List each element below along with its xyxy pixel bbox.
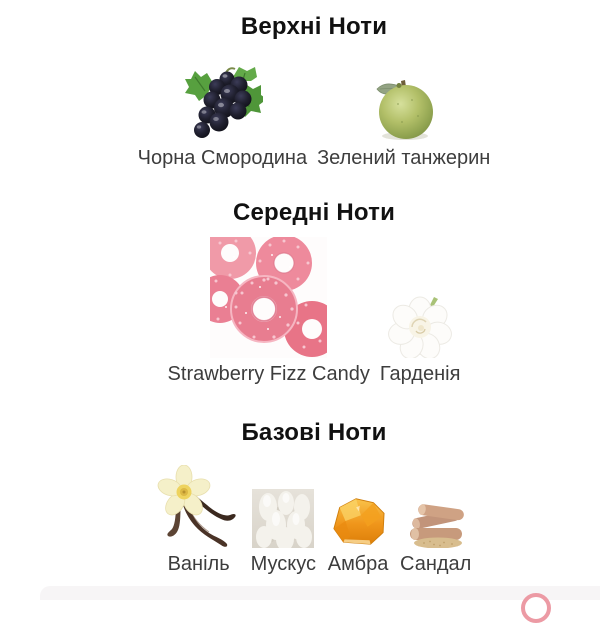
section-title-top-notes: Верхні Ноти [240,13,388,40]
note-item-blackcurrant [138,63,307,170]
chat-button-peek[interactable] [521,593,551,623]
note-label: Strawberry Fizz Candy [167,363,370,385]
base-notes-row [14,465,600,576]
note-item-sandalwood [400,498,471,576]
note-item-green-tangerine [317,74,490,170]
note-label: Гарденія [379,363,461,385]
note-label: Чорна Смородина [137,147,308,169]
sandalwood-icon [406,498,466,548]
green-tangerine-icon [368,74,440,142]
note-item-amber [326,494,390,576]
gardenia-icon [386,287,454,358]
fragrance-notes-pyramid [14,0,600,576]
musk-icon [252,489,314,548]
note-label: Сандал [400,553,472,575]
note-item-musk [251,489,316,576]
strawberry-candy-icon [210,237,327,358]
note-label: Мускус [250,553,317,575]
note-label: Зелений танжерин [317,147,491,169]
note-item-vanilla [157,465,241,576]
note-label: Амбра [327,553,389,575]
vanilla-icon [157,465,241,548]
note-label: Ваніль [167,553,230,575]
blackcurrant-icon [181,63,263,142]
note-item-strawberry-candy [168,237,370,386]
note-item-gardenia [380,287,461,386]
section-title-base-notes: Базові Ноти [241,419,387,446]
amber-icon [326,494,390,548]
middle-notes-row [14,237,600,386]
cutoff-bottom-panel [40,586,600,600]
top-notes-row [14,63,600,170]
section-title-middle-notes: Середні Ноти [232,199,396,226]
